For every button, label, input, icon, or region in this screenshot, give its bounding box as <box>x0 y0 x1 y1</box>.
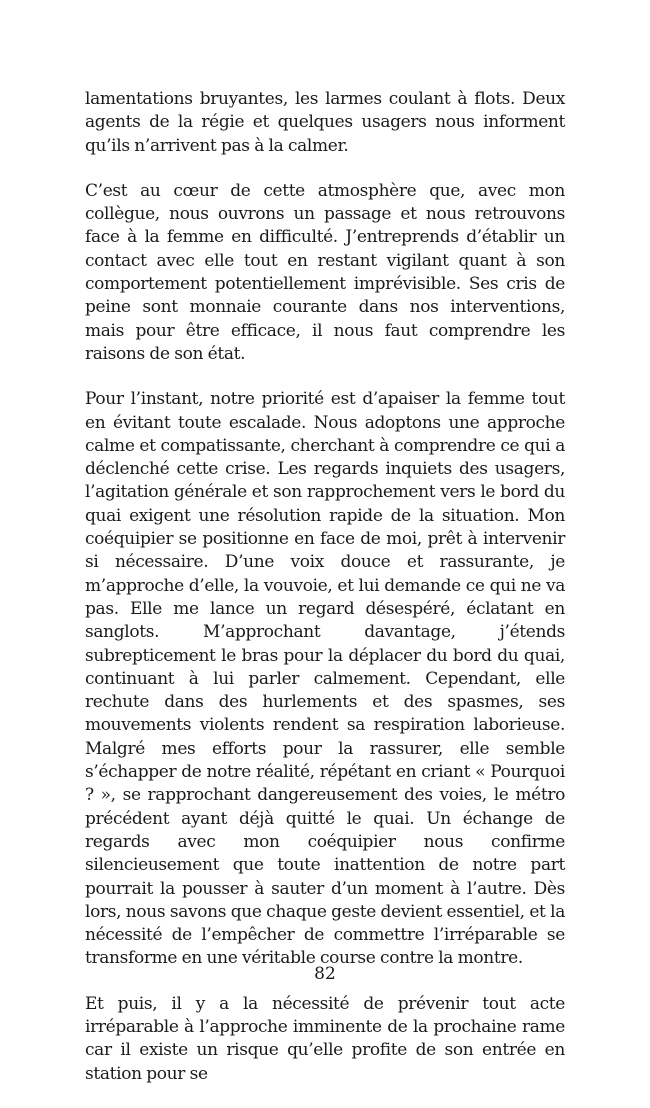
page-number: 82 <box>314 964 336 984</box>
paragraph-3: Pour l’instant, notre priorité est d’apaiser la femme tout en évitant toute escalade. Nous adoptons une approche calme et compatissante, cherchant à comprendre ce qui a déclenché cette crise. Les regards inquiets des usagers, l’agitation générale et son rapprochement vers le bord du quai exigent une résolution rapide de la situation. Mon coéquipier se positionne en face de moi, prêt à intervenir si nécessaire. D’une voix douce et rassurante, je m’approche d’elle, la vouvoie, et lui demande ce qui ne va pas. Elle me lance un regard désespéré, éclatant en sanglots. M’approchant davantage, j’étends subrepticement le bras pour la déplacer du bord du quai, continuant à lui parler calmement. Cependant, elle rechute dans des hurlements et des spasmes, ses mouvements violents rendent sa respiration laborieuse. Malgré mes efforts pour la rassurer, elle semble s’échapper de notre réalité, répétant en criant « Pourquoi ? », se rapprochant dangereusement des voies, le métro précédent ayant déjà quitté le quai. Un échange de regards avec mon coéquipier nous confirme silencieusement que toute inattention de notre part pourrait la pousser à sauter d’un moment à l’autre. Dès lors, nous savons que chaque geste devient essentiel, et la nécessité de l’empêcher de commettre l’irréparable se transforme en une véritable course contre la montre. <box>85 389 565 969</box>
paragraph-1: lamentations bruyantes, les larmes coulant à flots. Deux agents de la régie et quelques usagers nous informent qu’ils n’arrivent pas à la calmer. <box>85 89 565 156</box>
paragraph-4: Et puis, il y a la nécessité de prévenir tout acte irréparable à l’approche imminente de la prochaine rame car il existe un risque qu’elle profite de son entrée en station pour se <box>85 993 565 1084</box>
paragraph-2: C’est au cœur de cette atmosphère que, avec mon collègue, nous ouvrons un passage et nous retrouvons face à la femme en difficulté. J’entreprends d’établir un contact avec elle tout en restant vigilant quant à son comportement potentiellement imprévisible. Ses cris de peine sont monnaie courante dans nos interventions, mais pour être efficace, il nous faut comprendre les raisons de son état. <box>85 180 565 364</box>
page-body <box>85 88 565 1108</box>
